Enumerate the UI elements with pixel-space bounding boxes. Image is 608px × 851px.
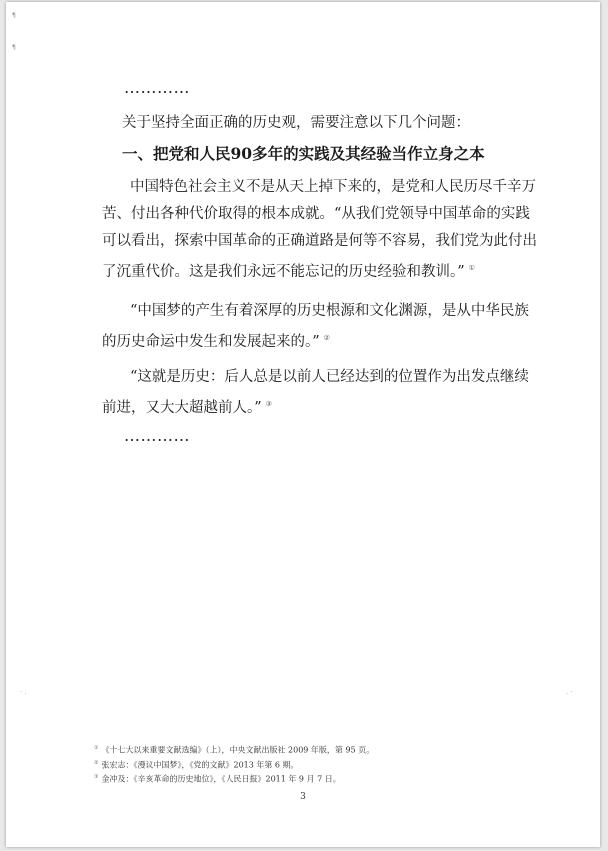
footnotes-block	[94, 742, 514, 786]
document-page	[6, 2, 600, 847]
paragraph-line: 苦、付出各种代价取得的根本成就。“从我们党领导中国革命的实践	[102, 206, 530, 222]
intro-paragraph	[122, 110, 532, 137]
intro-text: 关于坚持全面正确的历史观，需要注意以下几个问题：	[122, 115, 470, 131]
footnote-line	[94, 757, 514, 772]
ellipsis-bottom: …………	[124, 426, 190, 445]
page-corner-mark: ¶	[12, 12, 16, 19]
footnote-marker: ③	[94, 774, 99, 781]
body-paragraph-2	[102, 298, 552, 356]
footnote-marker: ②	[94, 759, 99, 766]
footnote-text: 金冲及：《辛亥革命的历史地位》，《人民日报》2011 年 9 月 7 日。	[101, 774, 341, 784]
footnote-text: 《十七大以来重要文献选编》（上），中央文献出版社 2009 年版，第 95 页。	[101, 745, 375, 755]
footnote-line	[94, 771, 514, 786]
body-paragraph-3	[102, 364, 552, 422]
paragraph-line: 中国特色社会主义不是从天上掉下来的，是党和人民历尽千辛万	[130, 179, 536, 195]
paragraph-line: “这就是历史：后人总是以前人已经达到的位置作为出发点继续	[130, 369, 529, 385]
footnote-text: 张宏志：《漫议中国梦》，《党的文献》2013 年第 6 期。	[101, 760, 299, 770]
page-number: 3	[300, 792, 306, 802]
page-corner-mark: ¶	[12, 44, 16, 51]
footnote-marker: ①	[94, 745, 99, 751]
body-paragraph-1	[102, 174, 552, 286]
paragraph-line: “中国梦的产生有着深厚的历史根源和文化渊源，是从中华民族	[130, 303, 529, 319]
footnote-ref[interactable]: ②	[323, 334, 330, 342]
margin-mark-right: . ·	[566, 688, 573, 696]
paragraph-line-text: 的历史命运中发生和发展起来的。”	[102, 333, 320, 350]
section-heading: 一、把党和人民90多年的实践及其经验当作立身之本	[122, 144, 485, 163]
margin-mark-left: · .	[20, 688, 27, 696]
footnote-line	[94, 742, 514, 757]
paragraph-line: 可以看出，探索中国革命的正确道路是何等不容易，我们党为此付出	[102, 233, 537, 249]
paragraph-line	[102, 391, 552, 422]
footnote-ref[interactable]: ①	[468, 264, 475, 272]
ellipsis-top: …………	[124, 78, 190, 97]
paragraph-line-text: 了沉重代价。这是我们永远不能忘记的历史经验和教训。”	[102, 263, 465, 280]
paragraph-line-text: 前进，又大大超越前人。”	[102, 399, 262, 416]
footnote-ref[interactable]: ③	[265, 400, 272, 408]
paragraph-line	[102, 325, 552, 356]
paragraph-line	[102, 255, 552, 286]
